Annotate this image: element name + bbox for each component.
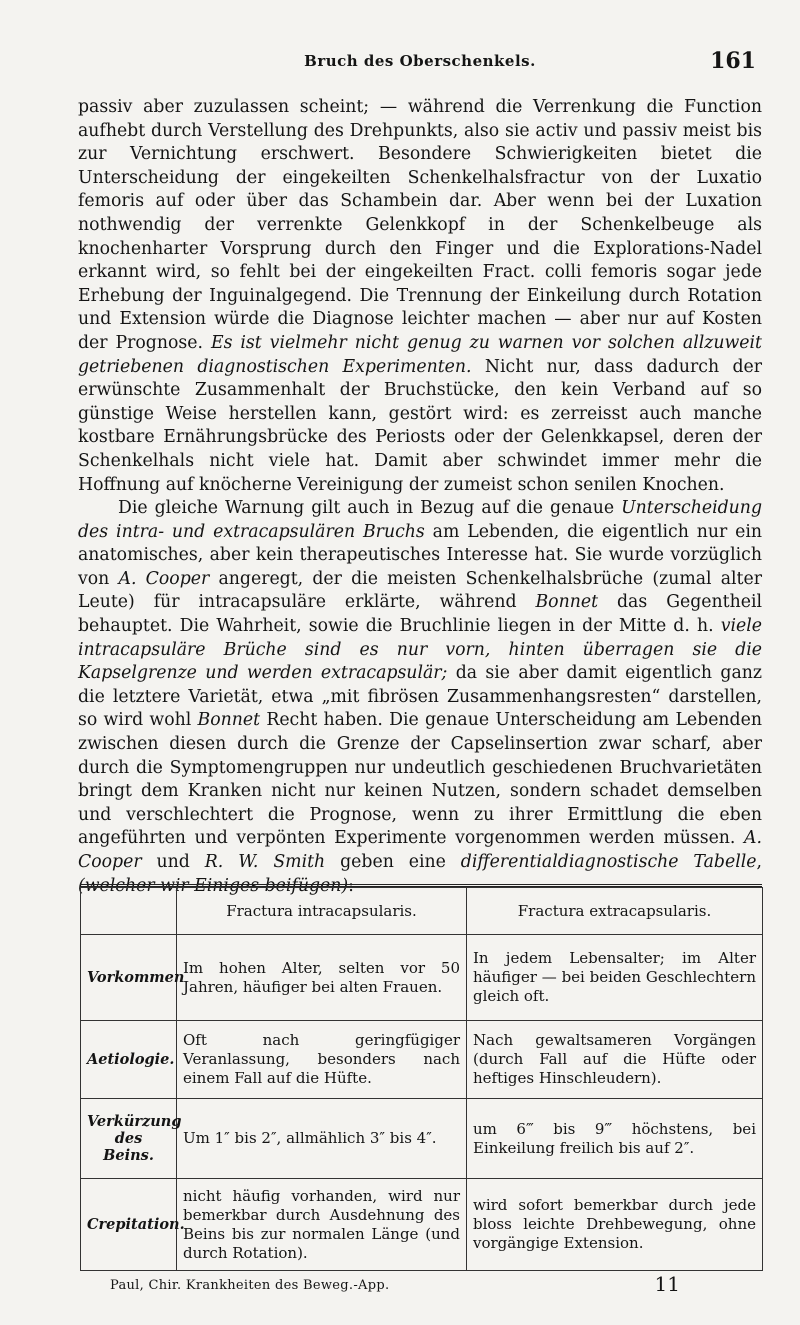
text-run: geben eine xyxy=(340,852,446,872)
text-run: das Gegentheil behauptet. Die Wahrheit, sowie die Bruchlinie liegen in der Mitte d. h. xyxy=(78,592,762,637)
cell-extracapsular: wird sofort bemerkbar durch jede bloss leichte Drehbewegung, ohne vorgängige Extension. xyxy=(467,1179,763,1271)
text-run: Recht haben. Die genaue Unterscheidung am Lebenden zwischen diesen durch die Grenze der Capselinsertion zwar scharf, aber durch die Symptomengruppen nur undeutlich geschiedenen Bruchvarietäten bringt dem Kranken nicht nur keinen Nutzen, sondern schadet demselben und verschlechtert die Prognose, wenn zu ihrer Ermittlung die eben angeführten und verpönten Experimente vorgenommen werden müssen. xyxy=(78,710,762,849)
text-run: da sie aber damit eigentlich ganz die letztere Varietät, etwa „mit fibrösen Zusammenhangsresten“ darstellen, so wird wohl xyxy=(78,663,762,731)
text-run: Die gleiche Warnung gilt auch in Bezug auf die genaue xyxy=(118,498,615,519)
author-name: A. Cooper xyxy=(118,568,210,589)
page-footer xyxy=(110,1272,680,1302)
table-header-row xyxy=(81,888,763,935)
author-name: R. W. Smith xyxy=(204,852,326,872)
body-text xyxy=(78,96,762,898)
text-run: Nicht nur, dass dadurch der erwünschte Zusammenhalt der Bruchstücke, den kein Verband auf so günstige Weise herstellen kann, gestört wird: es zerreisst auch manche kostbare Ernährungsbrücke des Periosts oder der Gelenkkapsel, deren der Schenkelhals nicht viele hat. Damit aber schwindet immer mehr die Hoffnung auf knöcherne Vereinigung der zumeist schon senilen Knochen. xyxy=(78,356,762,495)
row-label: Verkürzung des Beins. xyxy=(81,1099,177,1179)
footer-source: Paul, Chir. Krankheiten des Beweg.-App. xyxy=(110,1278,390,1293)
text-run: , xyxy=(756,852,762,872)
header-cell-intracapsular: Fractura intracapsularis. xyxy=(177,888,467,935)
text-run: : xyxy=(348,875,354,896)
header-cell-extracapsular: Fractura extracapsularis. xyxy=(467,888,763,935)
paragraph-2 xyxy=(78,497,762,898)
text-run: angeregt, der die meisten Schenkelhalsbrüche (zumal alter Leute) für intracapsuläre erklärte, während xyxy=(78,568,762,613)
cell-intracapsular: Im hohen Alter, selten vor 50 Jahren, häufiger bei alten Frauen. xyxy=(177,935,467,1021)
table-row xyxy=(81,935,763,1021)
text-run: am Lebenden, die eigentlich nur ein anatomisches, aber kein therapeutisches Interesse hat. Sie wurde vorzüglich von xyxy=(78,521,762,589)
paragraph-1 xyxy=(78,96,762,497)
page-header xyxy=(78,48,762,78)
differential-diagnosis-table xyxy=(80,884,762,1271)
italic-emphasis: Es ist vielmehr nicht genug zu warnen vor solchen allzuweit getriebenen diagnostischen Experimenten. xyxy=(78,332,762,377)
table xyxy=(80,887,763,1271)
table-row xyxy=(81,1021,763,1099)
cell-extracapsular: In jedem Lebensalter; im Alter häufiger — bei beiden Geschlechtern gleich oft. xyxy=(467,935,763,1021)
author-name: Bonnet xyxy=(535,592,599,613)
text-run: passiv aber zuzulassen scheint; — während die Verrenkung die Function aufhebt durch Verstellung des Drehpunkts, also sie activ und passiv meist bis zur Vernichtung erschwert. Besondere Schwierigkeiten bietet die Unterscheidung der eingekeilten Schenkelhalsfractur von der Luxatio femoris auf oder über das Schambein dar. Aber wenn bei der Luxation nothwendig der verrenkte Gelenkkopf in der Schenkelbeuge als knochenharter Vorsprung durch den Finger und die Explorations-Nadel erkannt wird, so fehlt bei der eingekeilten Fract. colli femoris sogar jede Erhebung der Inguinalgegend. Die Trennung der Einkeilung durch Rotation und Extension würde die Diagnose leichter machen — aber nur auf Kosten der Prognose. xyxy=(78,97,762,353)
italic-emphasis: Unterscheidung des intra- und extracapsulären Bruchs xyxy=(78,498,763,542)
header-cell-empty xyxy=(81,888,177,935)
cell-intracapsular: Oft nach geringfügiger Veranlassung, besonders nach einem Fall auf die Hüfte. xyxy=(177,1021,467,1099)
table-row xyxy=(81,1179,763,1271)
italic-emphasis: differentialdiagnostische Tabelle xyxy=(460,852,757,872)
signature-mark: 11 xyxy=(654,1272,680,1296)
italic-emphasis: (welcher wir Einiges beifügen) xyxy=(78,875,349,896)
cell-extracapsular: Nach gewaltsameren Vorgängen (durch Fall auf die Hüfte oder heftiges Hinschleudern). xyxy=(467,1021,763,1099)
row-label: Vorkommen xyxy=(81,935,177,1021)
author-name: A. Cooper xyxy=(78,828,762,872)
cell-intracapsular: nicht häufig vorhanden, wird nur bemerkbar durch Ausdehnung des Beins bis zur normalen Länge (und durch Rotation). xyxy=(177,1179,467,1271)
italic-emphasis: viele intracapsuläre Brüche sind es nur vorn, hinten überragen sie die Kapselgrenze und werden extracapsulär; xyxy=(78,616,762,684)
table-row xyxy=(81,1099,763,1179)
text-run: und xyxy=(156,852,190,872)
row-label: Aetiologie. xyxy=(81,1021,177,1099)
cell-intracapsular: Um 1″ bis 2″, allmählich 3″ bis 4″. xyxy=(177,1099,467,1179)
row-label: Crepitation. xyxy=(81,1179,177,1271)
page-number: 161 xyxy=(710,48,756,74)
cell-extracapsular: um 6‴ bis 9‴ höchstens, bei Einkeilung freilich bis auf 2″. xyxy=(467,1099,763,1179)
running-title: Bruch des Oberschenkels. xyxy=(304,52,536,70)
author-name: Bonnet xyxy=(197,710,261,731)
